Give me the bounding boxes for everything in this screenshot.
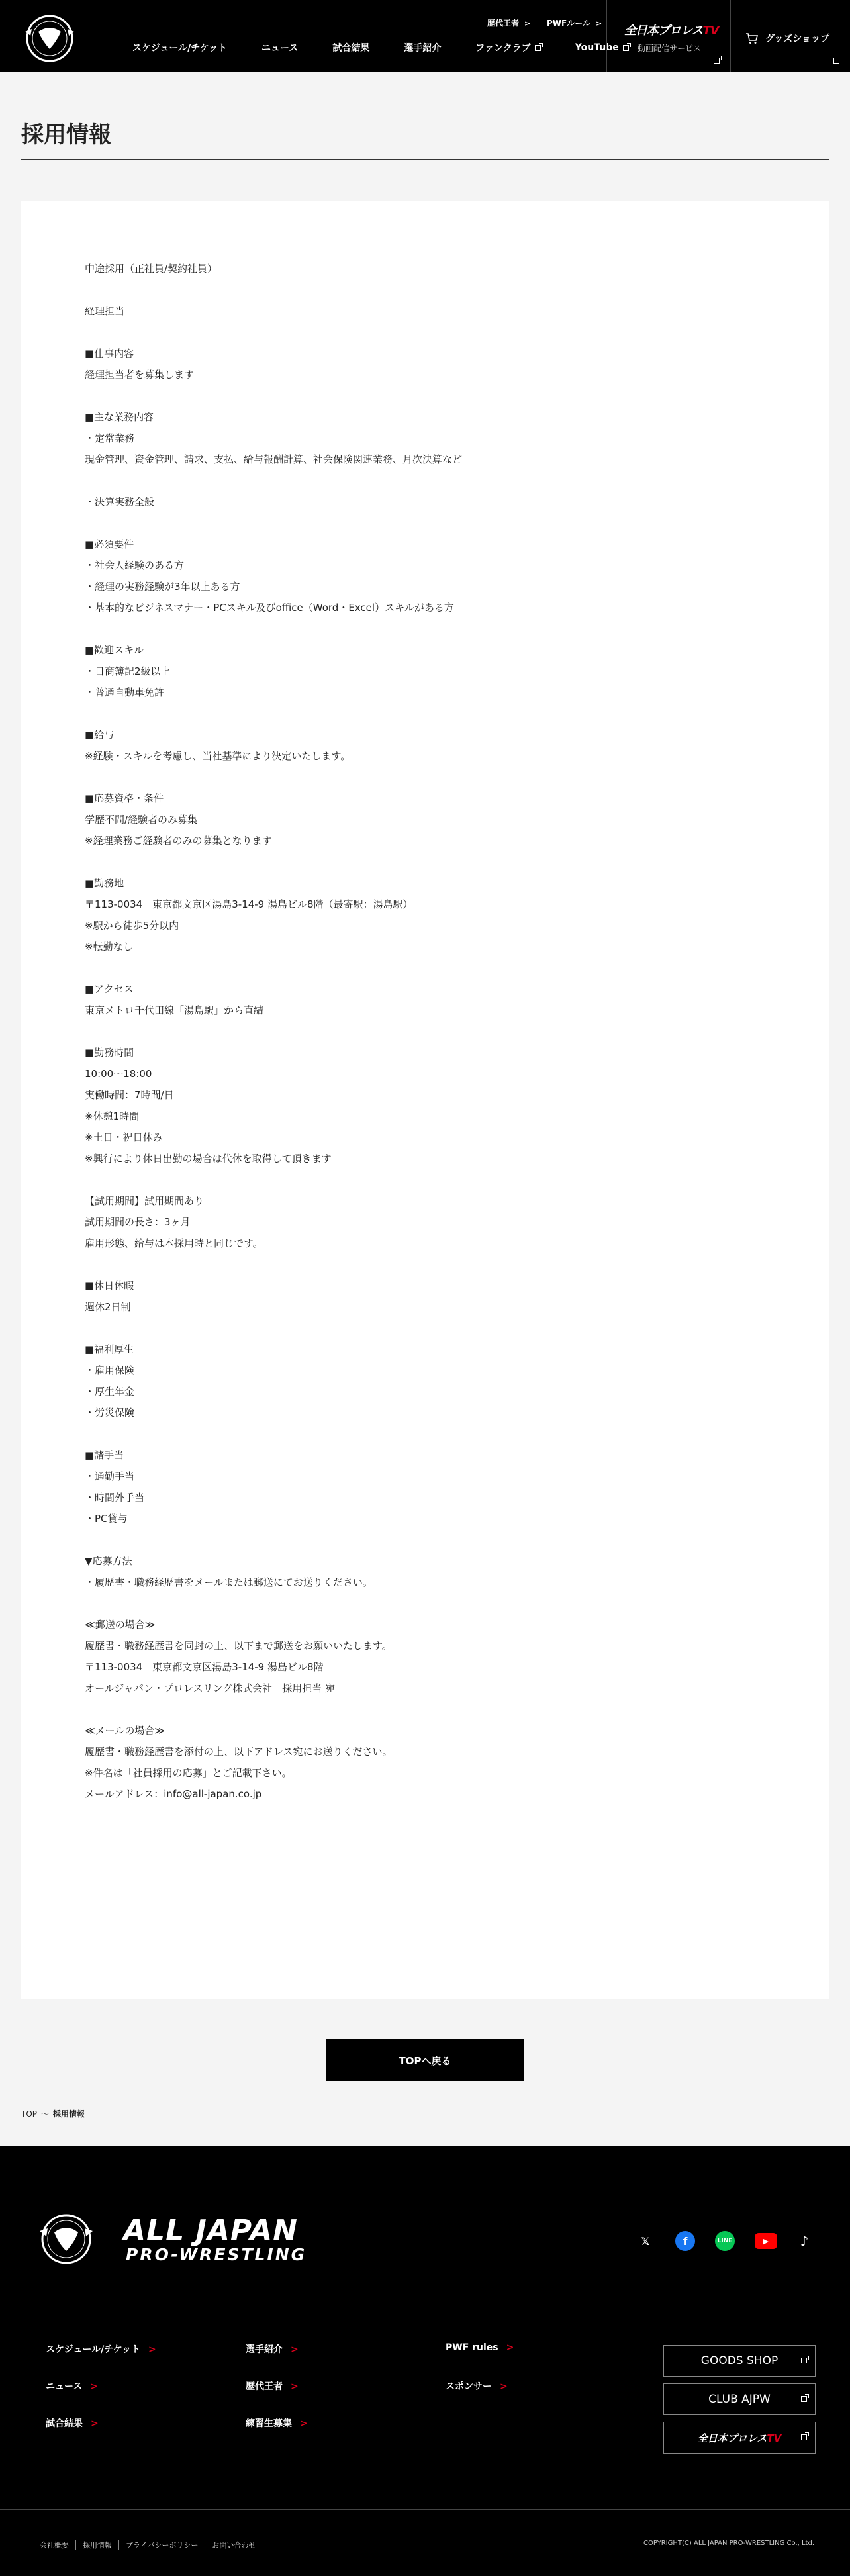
footer-link-sponsor[interactable]: スポンサー > (446, 2381, 508, 2392)
site-footer (0, 2146, 850, 2576)
footer-divider (0, 2509, 850, 2510)
copyright: COPYRIGHT(C) ALL JAPAN PRO-WRESTLING Co., Ltd. (643, 2540, 814, 2547)
footer-bottom-links (40, 2540, 262, 2550)
external-link-icon (801, 2434, 807, 2440)
cart-icon (745, 32, 759, 44)
breadcrumb-separator: 〜 (41, 2109, 50, 2119)
site-header (0, 0, 850, 72)
recruit-body-text: 中途採用（正社員/契約社員） 経理担当 ■仕事内容 経理担当者を募集します ■主な業務内容 ・定常業務 現金管理、資金管理、請求、支払、給与報酬計算、社会保険関連業務、月次決算など ・決算実務全般 ■必須要件 ・社会人経験のある方 ・経理の実務経験が3年以上ある方 ・基本的なビジネスマナー・PCスキル及びoffice（Word・Excel）スキルがある方 ■歓迎スキル ・日商簿記2級以上 ・普通自動車免許 ■給与 ※経験・スキルを考慮し、当社基準により決定いたします。 ■応募資格・条件 学歴不問/経験者のみ募集 ※経理業務ご経験者のみの募集となります ■勤務地 〒113-0034 東京都文京区湯島3-14-9 湯島ビル8階（最寄駅：湯島駅） ※駅から徒歩5分以内 ※転勤なし ■アクセス 東京メトロ千代田線「湯島駅」から直結 ■勤務時間 10:00〜18:00 実働時間：7時間/日 ※休憩1時間 ※土日・祝日休み ※興行により休日出勤の場合は代休を取得して頂きます 【試用期間】試用期間あり 試用期間の長さ：3ヶ月 雇用形態、給与は本採用時と同じです。 ■休日休暇 週休2日制 ■福利厚生 ・雇用保険 ・厚生年金 ・労災保険 ■諸手当 ・通勤手当 ・時間外手当 ・PC貸与 ▼応募方法 ・履歴書・職務経歴書をメールまたは郵送にてお送りください。 ≪郵送の場合≫ 履歴書・職務経歴書を同封の上、以下まで郵送をお願いいたします。 〒113-0034 東京都文京区湯島3-14-9 湯島ビル8階 オールジャパン・プロレスリング株式会社 採用担当 宛 ≪メールの場合≫ 履歴書・職務経歴書を添付の上、以下アドレス宛にお送りください。 ※件名は「社員採用の応募」とご記載下さい。 メールアドレス：info@all-japan.co.jp (85, 263, 463, 1800)
external-link-icon (535, 45, 541, 51)
nav-fanclub[interactable]: ファンクラブ (475, 41, 540, 54)
footer-link-champions[interactable]: 歴代王者 > (246, 2381, 299, 2392)
tv-service-link[interactable] (606, 0, 731, 72)
footer-goods-shop-button[interactable]: GOODS SHOP (663, 2345, 816, 2377)
footer-link-schedule[interactable]: スケジュール/チケット > (46, 2344, 156, 2355)
chevron-right-icon: > (291, 2344, 299, 2355)
chevron-right-icon: > (148, 2344, 156, 2355)
tv-service-caption: 動画配信サービス (637, 44, 701, 53)
all-japan-logo[interactable] (19, 12, 81, 65)
chevron-right-icon: > (524, 19, 531, 28)
chevron-right-icon: > (500, 2381, 508, 2392)
footer-col-1 (36, 2338, 234, 2455)
nav-results[interactable]: 試合結果 (332, 43, 370, 54)
footer-link-company[interactable]: 会社概要 (40, 2541, 69, 2550)
breadcrumb-home[interactable]: TOP (21, 2109, 38, 2119)
footer-link-recruit[interactable]: 採用情報 (75, 2540, 118, 2550)
external-link-icon (801, 2358, 807, 2363)
nav-news[interactable]: ニュース (261, 43, 299, 54)
footer-logo-text: ALL JAPAN (123, 2214, 298, 2248)
footer-club-ajpw-button[interactable]: CLUB AJPW (663, 2383, 816, 2415)
footer-col-2 (236, 2338, 434, 2455)
nav-champions[interactable]: 歴代王者 > (487, 19, 531, 28)
footer-link-trainee[interactable]: 練習生募集 > (246, 2418, 308, 2429)
x-icon[interactable]: 𝕏 (641, 2234, 650, 2248)
chevron-right-icon: > (300, 2418, 308, 2429)
youtube-icon[interactable]: ▶ (755, 2233, 777, 2249)
main-nav (132, 41, 629, 54)
title-divider (21, 159, 829, 160)
chevron-right-icon: > (91, 2418, 99, 2429)
nav-schedule[interactable]: スケジュール/チケット (132, 43, 228, 54)
nav-wrestlers[interactable]: 選手紹介 (404, 43, 442, 54)
goods-shop-link[interactable] (745, 32, 829, 45)
goods-shop-area (731, 0, 850, 72)
footer-link-news[interactable]: ニュース > (46, 2381, 99, 2392)
goods-shop-label: グッズショップ (765, 34, 830, 44)
footer-col-3 (436, 2338, 634, 2455)
line-icon[interactable]: LINE (715, 2231, 735, 2251)
breadcrumb (21, 2108, 85, 2119)
chevron-right-icon: > (596, 19, 602, 28)
footer-logo-subtext: PRO-WRESTLING (126, 2245, 307, 2264)
nav-youtube[interactable]: YouTube (575, 41, 629, 54)
footer-ajpw-tv-button[interactable] (663, 2422, 816, 2454)
page-title: 採用情報 (21, 122, 111, 148)
tiktok-icon[interactable]: ♪ (800, 2233, 809, 2249)
external-link-icon (714, 58, 720, 64)
external-link-icon (833, 58, 839, 64)
chevron-right-icon: > (506, 2342, 514, 2353)
footer-link-privacy[interactable]: プライバシーポリシー (118, 2540, 205, 2550)
ajpw-tv-logo: 全日本プロレスTV (697, 2432, 782, 2444)
all-japan-logo[interactable] (32, 2211, 109, 2267)
nav-pwf-rules[interactable]: PWFルール > (547, 19, 602, 28)
external-link-icon (801, 2396, 807, 2402)
footer-link-pwf-rules[interactable]: PWF rules > (446, 2342, 514, 2353)
recruit-content-card (21, 201, 829, 1999)
chevron-right-icon: > (291, 2381, 299, 2392)
facebook-icon[interactable]: f (675, 2231, 695, 2251)
chevron-right-icon: > (90, 2381, 99, 2392)
footer-link-results[interactable]: 試合結果 > (46, 2418, 99, 2429)
footer-link-contact[interactable]: お問い合わせ (205, 2540, 262, 2550)
ajpw-tv-logo: 全日本プロレスTV (624, 24, 719, 38)
breadcrumb-current: 採用情報 (53, 2109, 85, 2119)
footer-link-wrestlers[interactable]: 選手紹介 > (246, 2344, 299, 2355)
back-to-top-button[interactable]: TOPへ戻る (326, 2039, 524, 2081)
